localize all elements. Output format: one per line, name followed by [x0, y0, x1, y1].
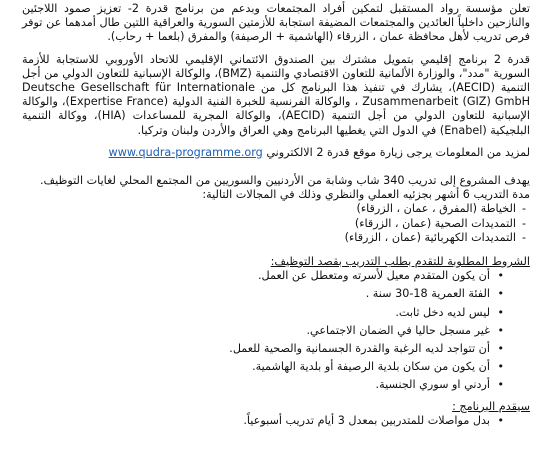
more-info-line — [22, 146, 530, 160]
list-item: - التمديدات الكهربائية (عمان ، الزرقاء) — [22, 231, 516, 245]
benefits-list — [22, 414, 530, 428]
conditions-list — [22, 269, 530, 392]
more-info-text: لمزيد من المعلومات يرجى زيارة موقع قدرة 2 الالكتروني — [266, 145, 530, 159]
list-item: • أن يكون من سكان بلدية الرصيفة أو بلدية الهاشمية. — [22, 360, 490, 374]
training-duration-paragraph: مدة التدريب 6 أشهر بجزئيه العملي والنظري وذلك في المجالات التالية: — [202, 188, 530, 202]
benefits-heading: سيقدم البرنامج : — [452, 399, 530, 413]
intro-paragraph: تعلن مؤسسة رواد المستقبل لتمكين أفراد المجتمعات وبدعم من برنامج قدرة 2- تعزيز صمود اللاجئين والنازحين داخلياً العائدين والمجتمعات المضيفة استجابة للأزمتين السورية والعراقية اللتين طال أمدهما عن توفر فرص تدريب لأهل محافظة عمان ، الزرقاء (الهاشمية + الرصيفة) والمفرق (بلعما + رحاب). — [22, 2, 530, 44]
list-item: • ليس لديه دخل ثابت. — [22, 306, 490, 320]
conditions-heading: الشروط المطلوبة للتقدم بطلب التدريب بقصد التوظيف: — [270, 255, 530, 269]
program-description-paragraph: قدرة 2 برنامج إقليمي بتمويل مشترك بين الصندوق الائتماني الإقليمي للاتحاد الأوروبي للاستجابة للأزمة السورية "مدد"، والوزارة الألمانية للتعاون الاقتصادي والتنمية (BMZ)، والوكالة الإسبانية للتعاون الدولي من أجل التنمية (AECID)، يشارك في تنفيذ هذا البرنامج كل من Deutsche Gesellschaft für Internationale Zusammenarbeit (GIZ) GmbH ، والوكالة الفرنسية للخبرة الفنية الدولية (Expertise France)، والوكالة الإسبانية للتعاون الدولي من أجل التنمية (AECID)، والوكالة المجرية للمساعدات (HIA)، ووكالة التنمية البلجيكية (Enabel) في الدول التي يغطيها البرنامج وهي العراق والأردن ولبنان وتركيا. — [22, 52, 531, 137]
list-item: • الفئة العمرية 18-30 سنة . — [22, 287, 490, 301]
qudra-website-link[interactable]: www.qudra-programme.org — [108, 145, 263, 159]
project-goal-paragraph: يهدف المشروع إلى تدريب 340 شاب وشابة من الأردنيين والسوريين من المجتمع المحلي لغايات التوظيف. — [39, 174, 530, 188]
list-item: - التمديدات الصحية (عمان ، الزرقاء) — [22, 217, 516, 231]
list-item: • بدل مواصلات للمتدربين بمعدل 3 أيام تدريب أسبوعياً. — [22, 414, 490, 428]
list-item: • أن تتواجد لديه الرغبة والقدرة الجسمانية والصحية للعمل. — [22, 342, 490, 356]
list-item: • أن يكون المتقدم معيل لأسرته ومتعطل عن العمل. — [22, 269, 490, 283]
training-fields-list — [22, 202, 530, 245]
list-item: - الخياطة (المفرق ، عمان ، الزرقاء) — [22, 202, 516, 216]
list-item: • أردني او سوري الجنسية. — [22, 378, 490, 392]
list-item: • غير مسجل حاليا في الضمان الاجتماعي. — [22, 324, 490, 338]
